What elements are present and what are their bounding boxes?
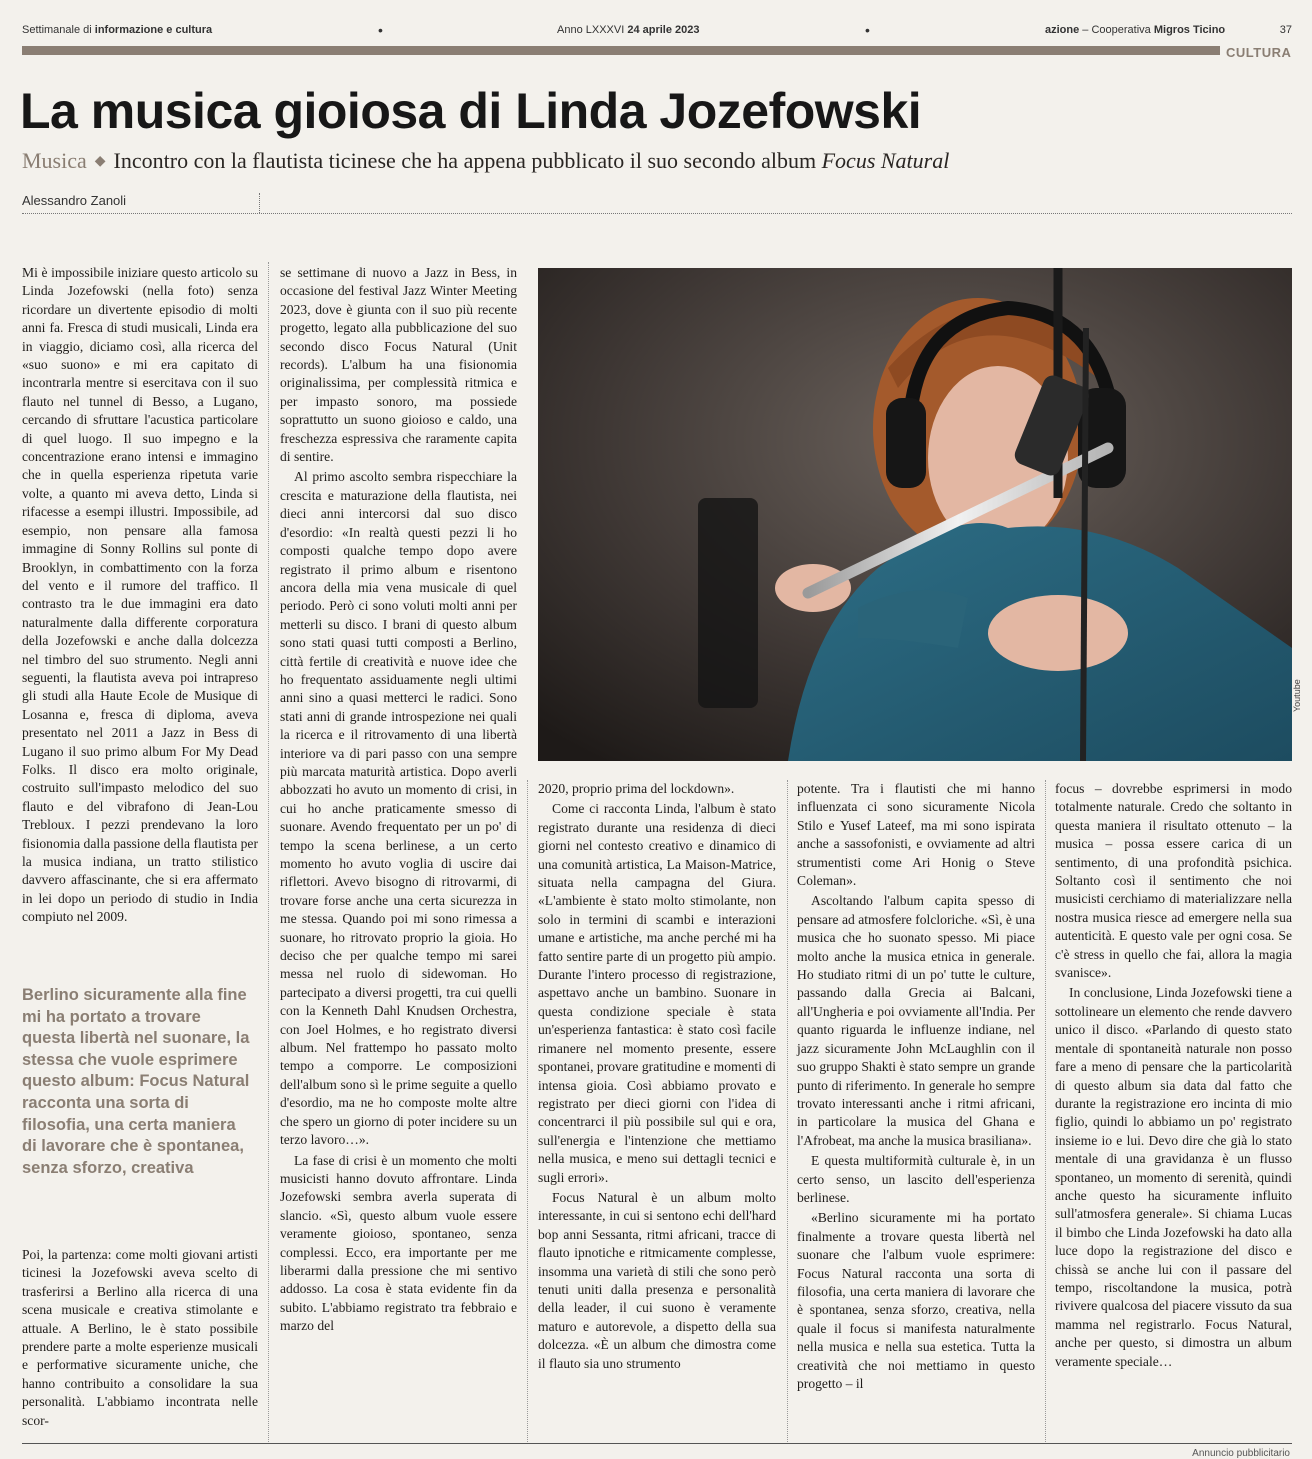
byline: Alessandro Zanoli xyxy=(22,193,127,208)
issue-date: Anno LXXXVI 24 aprile 2023 xyxy=(557,24,700,36)
pull-quote: Berlino sicuramente alla fine mi ha portato a trovare questa libertà nel suonare, la stessa che vuole esprimere questo album: Focus Natural racconta una sorta di filosofia, una certa maniera di lavorare che è spontanea, senza sforzo, creativa xyxy=(22,986,250,1177)
paragraph: Mi è impossibile iniziare questo articolo su Linda Jozefowski (nella foto) senza ricordare un divertente episodio di molti anni fa. Fresca di studi musicali, Linda era in viaggio, diciamo così, alla ricerca del «suo suono» e mi era capitato di incontrarla mentre si esercitava con il suo flauto nel tunnel di Besso, a Lugano, cercando di sfruttare l'acustica particolare di quel luogo. Il suo impegno e la concentrazione erano intensi e immagino che in quella esperienza ripetuta varie volte, a quanto mi aveva detto, Linda si rifacesse a esempi illustri. Impossibile, ad esempio, non pensare alla famosa immagine di Sonny Rollins sul ponte di Brooklyn, in combattimento con la forza del vento e il rumore del traffico. Il contrasto tra le due immagini era dato naturalmente dalla differente corporatura della Jozefowski e anche dalla dolcezza nel timbro del suo strumento. Negli anni seguenti, la flautista aveva poi intrapreso gli studi alla Haute Ecole de Musique di Losanna e, fresca di diploma, aveva presentato nel 2011 a Jazz in Bess di Lugano il suo primo album For My Dead Folks. Il disco era molto originale, costruito sull'impasto melodico del suo flauto e del vibrafono di Jean-Lou Trebloux. I pezzi prendevano la loro fisionomia dalla passione della flautista per la musica indiana, un tratto stilistico davvero affascinante, che si era affermato in lei dopo un periodo di studio in India compiuto nel 2009. xyxy=(22,265,258,925)
paragraph: se settimane di nuovo a Jazz in Bess, in occasione del festival Jazz Winter Meeting 2023, dove è giunta con il suo più recente progetto, legato alla pubblicazione del suo secondo disco Focus Natural (Unit records). L'album ha una fisionomia originalissima, per complessità ritmica e per impasto sonoro, ma possiede soprattutto un suono gioioso e caldo, una freschezza espressiva che raramente capita di sentire. xyxy=(280,265,517,465)
paragraph: potente. Tra i flautisti che mi hanno influenzata ci sono sicuramente Nicola Stilo e Yusef Lateef, ma mi sono ispirata anche a sassofonisti, e ovviamente ad altri strumentisti come Ari Honig o Steve Coleman». xyxy=(797,781,1035,889)
section-rule xyxy=(22,46,1220,55)
paragraph: Al primo ascolto sembra rispecchiare la crescita e maturazione della flautista, nei dieci anni intercorsi dal suo disco d'esordio: «In realtà questi pezzi li ho composti qualche tempo dopo avere registrato il primo album e risentono ancora della mia vena musicale di quel periodo. Però ci sono voluti molti anni per metterli su disco. I brani di questo album sono stati quasi tutti composti a Berlino, città fertile di creatività e nuove idee che ho frequentato assiduamente negli ultimi anni sino a quasi metterci le radici. Sono stati anni di grande introspezione nei quali la ricerca e il ritrovamento di una libertà interiore va di pari passo con una sempre più marcata maturità artistica. Dopo averli abbozzati ho avuto un momento di crisi, in cui ho anche praticamente smesso di suonare. Avendo frequentato per un po' di tempo la scena berlinese, a un certo momento ho avuto voglia di uscire dai riflettori. Avevo bisogno di ritrovarmi, di trovare forse anche una certa sicurezza in me stessa. Quando poi mi sono rimessa a suonare, ho ritrovato proprio la gioia. Ho deciso che per qualche tempo mi sarei messa nel ruolo di sidewoman. Ho partecipato a diversi progetti, tra cui quelli con la Kenneth Dahl Knudsen Orchestra, con Joel Holmes, e ho registrato diversi album. Nel frattempo ho passato molto tempo a comporre. Le composizioni dell'album sono sì le prime seguite a quello d'esordio, ma ne ho composte molte altre che spero un giorno di poter incidere su un terzo lavoro…». xyxy=(280,469,517,1148)
album-title: Focus Natural xyxy=(821,148,950,173)
column-divider xyxy=(268,262,269,1442)
column-4 xyxy=(797,780,1035,1393)
column-divider xyxy=(1045,780,1046,1442)
standfirst-text: Incontro con la flautista ticinese che ha appena pubblicato il suo secondo album xyxy=(113,148,822,173)
publication-tagline: Settimanale di informazione e cultura xyxy=(22,24,213,36)
article-photo xyxy=(538,268,1292,761)
bullet-icon: ◆ xyxy=(94,154,106,169)
column-divider xyxy=(527,780,528,1442)
column-1 xyxy=(22,264,258,927)
separator-dot: • xyxy=(865,22,870,38)
advertisement-label: Annuncio pubblicitario xyxy=(1192,1448,1290,1459)
paragraph: Ascoltando l'album capita spesso di pensare ad atmosfere folcloriche. «Sì, è una musica che ho suonato spesso. Mi piace molto anche la musica etnica in generale. Ho studiato ritmi di un po' tutte le culture, passando dalla Grecia ai Balcani, all'Ungheria e poi ovviamente all'India. Per quanto riguarda le influenze indiane, nel jazz sicuramente John McLaughlin con il suo gruppo Shakti è stato sempre un grande punto di riferimento. In generale ho sempre trovato interessanti anche i ritmi africani, in particolare la musica del Ghana e l'Afrobeat, ma anche la musica brasiliana». xyxy=(797,893,1035,1148)
paragraph: «Berlino sicuramente mi ha portato finalmente a trovare questa libertà nel suonare che l'album vuole esprimere: Focus Natural racconta una sorta di filosofia, una certa maniera di lavorare che è spontanea, senza sforzo, creativa, nella quale il focus si manifesta naturalmente nella musica e nella sua estetica. Tutta la creatività che noi mettiamo in questo progetto – il xyxy=(797,1210,1035,1391)
paragraph: 2020, proprio prima del lockdown». xyxy=(538,781,735,796)
paragraph: Poi, la partenza: come molti giovani artisti ticinesi la Jozefowski aveva scelto di trasferirsi a Berlino alla ricerca di una scena musicale e creativa stimolante e attuale. A Berlino, le è stato possibile prendere parte a molte esperienze musicali e performative sicuramente uniche, che hanno contribuito a consolidare la sua personalità. L'abbiamo incontrata nelle scor- xyxy=(22,1247,258,1428)
masthead xyxy=(22,22,1292,42)
separator-dot: • xyxy=(378,22,383,38)
column-1-continued xyxy=(22,1246,258,1430)
standfirst xyxy=(22,148,949,174)
section-label: CULTURA xyxy=(1226,45,1292,60)
column-5 xyxy=(1055,780,1292,1371)
column-3 xyxy=(538,780,776,1373)
paragraph: In conclusione, Linda Jozefowski tiene a sottolineare un elemento che rende davvero unico il disco. «Parlando di questo stato mentale di spontaneità naturale non posso fare a meno di pensare che la particolarità di questo album sia data dal fatto che durante la registrazione ero incinta di mio figlio, quindi lo abbiamo un po' registrato insieme io e lui. Devo dire che già lo stato mentale di una gravidanza è un flusso spontaneo, un momento di serenità, quindi anche questo ha sicuramente influito sull'atmosfera generale». Si chiama Lucas il bimbo che Linda Jozefowski ha dato alla luce dopo la registrazione del disco e chissà se anche lui con il passare del tempo, riscoltandone la musica, potrà rivivere qualcosa del piacere vissuto da sua mamma nel registrarlo. Focus Natural, anche per questo, si dimostra un album veramente speciale… xyxy=(1055,985,1292,1369)
paragraph: La fase di crisi è un momento che molti musicisti hanno dovuto affrontare. Linda Jozefowski sembra averla superata di slancio. «Sì, questo album vuole essere veramente gioioso, spontaneo, senza complessi. Ecco, era importante per me liberarmi dalla pressione che mi sentivo addosso. La cosa è stata evidente fin da subito. L'abbiamo registrato tra febbraio e marzo del xyxy=(280,1152,517,1334)
paragraph: Focus Natural è un album molto interessante, in cui si sentono echi dell'hard bop anni Sessanta, ritmi africani, tracce di flauto ipnotiche e ritmicamente complesse, insomma una varietà di stili che sono però tenuti uniti dalla presenza e personalità della leader, il cui suono è veramente maturo e autorevole, a dispetto della sua dolcezza. «È un album che dimostra come il flauto sia uno strumento xyxy=(538,1189,776,1371)
divider xyxy=(22,213,1292,214)
footer-rule xyxy=(22,1443,1292,1444)
column-divider xyxy=(787,780,788,1442)
paragraph: E questa multiformità culturale è, in un certo senso, un lascito dell'esperienza berlinese. xyxy=(797,1153,1035,1205)
divider xyxy=(259,193,260,213)
column-2 xyxy=(280,264,517,1336)
page-number: 37 xyxy=(1279,24,1292,36)
headline: La musica gioiosa di Linda Jozefowski xyxy=(20,83,922,139)
paragraph: focus – dovrebbe esprimersi in modo totalmente naturale. Credo che soltanto in questa maniera il risultato ottenuto – la musica – possa essere carica di un sentimento, di una profondità psichica. Soltanto così il sentimento che noi musicisti cerchiamo di materializzare nella nostra musica riesce ad emergere nella sua autenticità. E questo vale per ogni cosa. Se c'è stress in quello che fai, allora la magia svanisce». xyxy=(1055,781,1292,981)
photo-credit: Youtube xyxy=(1292,679,1302,712)
kicker: Musica xyxy=(22,148,87,173)
paragraph: Come ci racconta Linda, l'album è stato registrato durante una residenza di dieci giorni nel contesto creativo e dinamico di una comunità artistica, La Maison-Matrice, situata nella campagna del Giura. «L'ambiente è stato molto stimolante, non solo in termini di scambi e interazioni umane e artistiche, ma anche perché mi ha fatto sentire parte di un progetto più ampio. Durante l'intero processo di registrazione, aspettavo anche un bambino. Suonare in questa condizione speciale è stata un'esperienza fantastica: è stato così facile rimanere nel momento presente, essere spontanei, provare gratitudine e momenti di intensa gioia. Così abbiamo provato e registrato per dieci giorni con l'idea di concentrarci il più possibile sul qui e ora, sull'energia e l'intenzione che mettiamo nella musica, e meno sui dettagli tecnici e sugli errori». xyxy=(538,801,776,1185)
flutist-photo xyxy=(538,268,1292,761)
publisher: azione – Cooperativa Migros Ticino xyxy=(1045,24,1226,36)
